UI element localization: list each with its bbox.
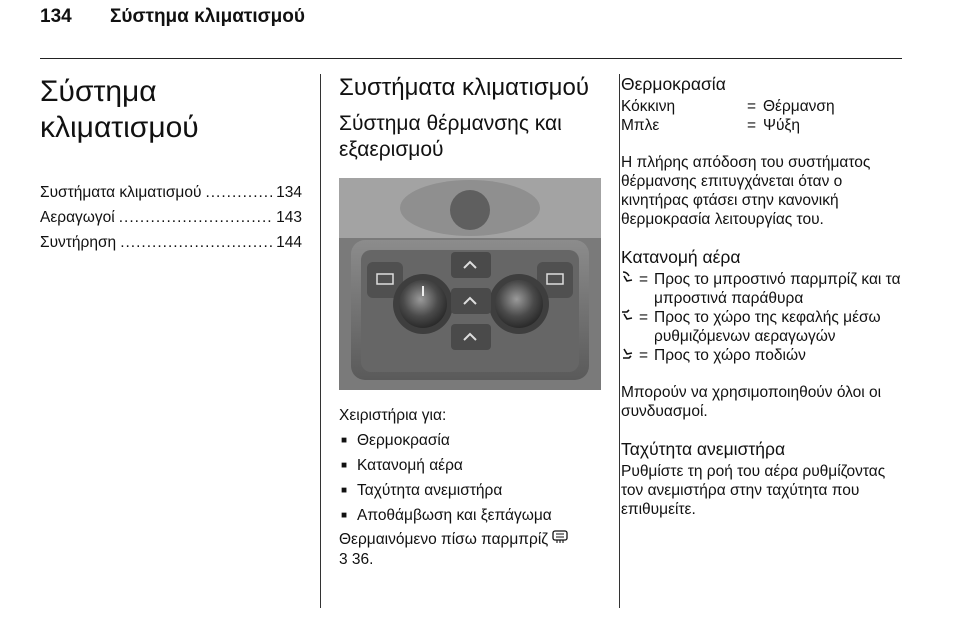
- legend-text: Προς το χώρο της κεφαλής μέσω ρυθμιζόμενων αεραγωγών: [654, 309, 881, 345]
- legend-value: Ψύξη: [763, 117, 800, 134]
- fan-speed-paragraph: Ρυθμίστε τη ροή του αέρα ρυθμίζοντας τον ανεμιστήρα στην ταχύτητα που επιθυμείτε.: [621, 463, 886, 518]
- legend-row: [621, 270, 903, 308]
- legend-equals: =: [747, 98, 757, 115]
- toc-leader: [120, 230, 272, 255]
- legend-key: Μπλε: [621, 117, 660, 134]
- legend-key: Κόκκινη: [621, 98, 676, 115]
- toc-label: Συστήματα κλιματισμού: [40, 184, 202, 201]
- legend-equals: =: [639, 347, 649, 364]
- air-head-icon: [621, 308, 639, 346]
- toc-leader: [205, 180, 272, 205]
- column-divider-2: [619, 74, 620, 608]
- list-item: ■ Αποθάμβωση και ξεπάγωμα: [339, 503, 601, 528]
- combinations-paragraph: Μπορούν να χρησιμοποιηθούν όλοι οι συνδυασμοί.: [621, 384, 882, 420]
- column-divider-1: [320, 74, 321, 608]
- climate-control-panel-photo: [339, 178, 601, 390]
- air-windscreen-icon: [621, 270, 639, 308]
- subsection-title: Σύστημα θέρμανσης και εξαερισμού: [339, 111, 562, 162]
- temperature-heading: Θερμοκρασία: [621, 74, 726, 94]
- header-rule: [40, 58, 902, 59]
- controls-intro: Χειριστήρια για:: [339, 407, 447, 425]
- legend-value: Θέρμανση: [763, 98, 835, 115]
- legend-text: Προς το χώρο ποδιών: [654, 347, 806, 364]
- running-header: [40, 6, 305, 28]
- controls-section: [339, 404, 601, 570]
- list-item: ■ Θερμοκρασία: [339, 428, 601, 453]
- air-distribution-legend: [621, 270, 903, 365]
- list-item: ■ Κατανομή αέρα: [339, 453, 601, 478]
- legend-row: [621, 346, 903, 365]
- air-foot-icon: [621, 346, 639, 365]
- legend-row: [621, 97, 903, 116]
- list-item: ■ Ταχύτητα ανεμιστήρα: [339, 478, 601, 503]
- temperature-legend: [621, 97, 903, 135]
- toc-page: 134: [276, 184, 302, 201]
- section-title: Συστήματα κλιματισμού: [339, 74, 589, 101]
- toc-entry[interactable]: [40, 230, 302, 255]
- rear-window-note: [339, 530, 601, 570]
- legend-equals: =: [747, 117, 757, 134]
- controls-list: [339, 428, 601, 528]
- toc-column: [40, 74, 302, 255]
- toc-entry[interactable]: [40, 180, 302, 205]
- toc-label: Συντήρηση: [40, 234, 117, 251]
- toc-leader: [119, 205, 272, 230]
- temperature-paragraph: Η πλήρης απόδοση του συστήματος θέρμανσης επιτυγχάνεται όταν ο κινητήρας φτάσει στην κανονική θερμοκρασία λειτουργίας του.: [621, 154, 871, 228]
- toc-page: 144: [276, 234, 302, 251]
- legend-row: [621, 308, 903, 346]
- toc-page: 143: [276, 209, 302, 226]
- table-of-contents: [40, 180, 302, 255]
- legend-equals: =: [639, 271, 649, 288]
- page-number: 134: [40, 6, 72, 27]
- rear-defrost-icon: [552, 530, 568, 550]
- toc-entry[interactable]: [40, 205, 302, 230]
- toc-label: Αεραγωγοί: [40, 209, 115, 226]
- rear-window-text: Θερμαινόμενο πίσω παρμπρίζ: [339, 531, 549, 549]
- page-reference-link[interactable]: 3 36.: [339, 551, 374, 569]
- main-column: [339, 74, 601, 570]
- climate-panel-illustration: [339, 178, 601, 390]
- right-column: [621, 74, 903, 519]
- legend-text: Προς το μπροστινό παρμπρίζ και τα μπροστινά παράθυρα: [654, 271, 901, 307]
- fan-speed-heading: Ταχύτητα ανεμιστήρα: [621, 439, 786, 459]
- legend-row: [621, 116, 903, 135]
- air-distribution-heading: Κατανομή αέρα: [621, 247, 741, 267]
- chapter-title: Σύστημα κλιματισμού: [40, 75, 199, 144]
- running-section-title: Σύστημα κλιματισμού: [110, 6, 305, 27]
- legend-equals: =: [639, 309, 649, 326]
